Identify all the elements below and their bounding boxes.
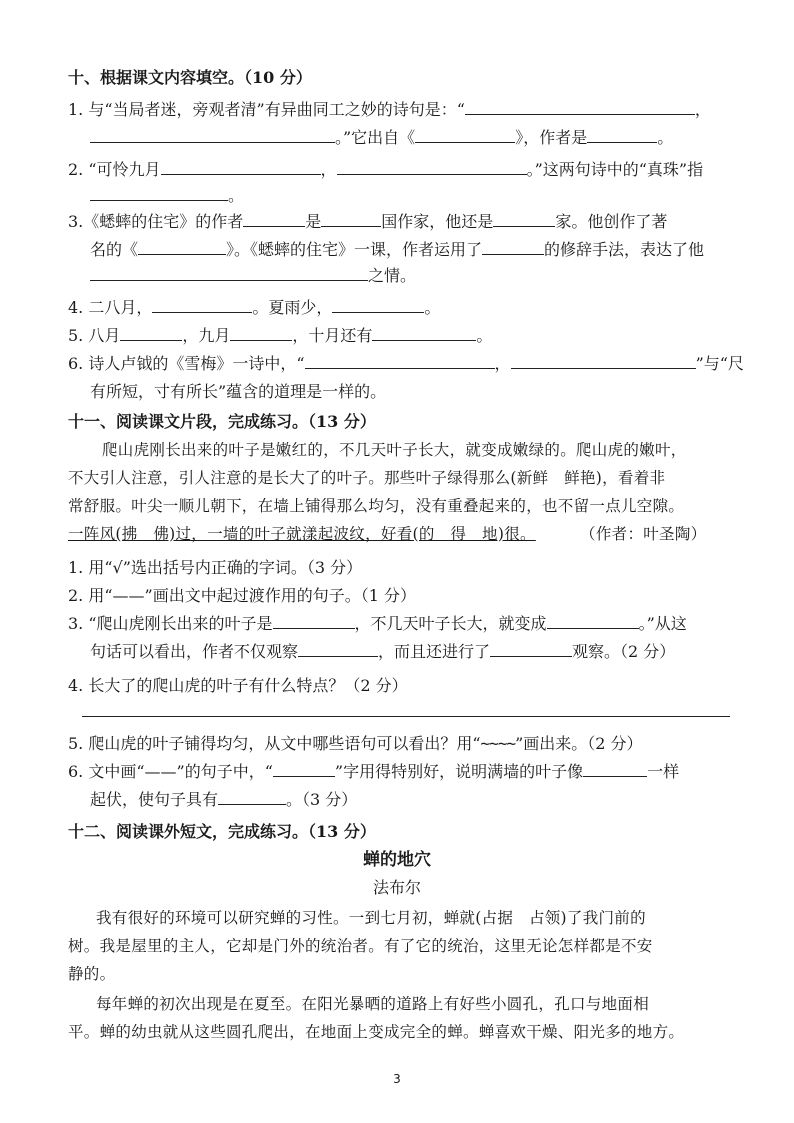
answer-blank[interactable] (305, 354, 495, 369)
answer-blank[interactable] (90, 266, 368, 281)
s10-q3-text5: 名的《 (90, 240, 139, 259)
s12-passage-line: 平。蝉的幼虫就从这些圆孔爬出，在地面上变成完全的蝉。蝉喜欢干燥、阳光多的地方。 (68, 1023, 685, 1041)
s11-q6-line2 (68, 790, 738, 810)
answer-blank[interactable] (547, 614, 639, 629)
s10-q2-comma: ， (320, 160, 337, 179)
s10-q6-line2 (68, 382, 738, 402)
s10-q3-line2 (68, 240, 738, 260)
s10-q5 (68, 326, 738, 346)
section-11-title: 十一、阅读课文片段，完成练习。（13 分） (68, 412, 376, 431)
s11-passage-text: 一阵风(拂 佛)过，一墙的叶子就漾起波纹，好看(的 得 地)很。 (68, 525, 536, 543)
s11-passage-text: 爬山虎刚长出来的叶子是嫩红的，不几天叶子长大，就变成嫩绿的。爬山虎的嫩叶， (102, 441, 687, 459)
s10-q3-text7: 的修辞手法，表达了他 (544, 240, 705, 259)
s10-q3-line3 (68, 266, 738, 286)
s10-q2-text: 2. “可怜九月 (68, 160, 161, 179)
answer-blank[interactable] (161, 160, 321, 175)
s10-q3-text3: 国作家，他还是 (381, 212, 494, 231)
s11-q6-text3: 一样 (647, 762, 680, 781)
answer-blank[interactable] (243, 212, 305, 227)
s11-q6-text5: 。（3 分） (286, 790, 358, 809)
s10-q6-comma: ， (494, 354, 511, 373)
s10-q3-text6: 》。《蟋蟀的住宅》一课，作者运用了 (226, 240, 483, 259)
s11-q3-text4: 句话可以看出，作者不仅观察 (90, 642, 299, 661)
answer-blank[interactable] (138, 240, 226, 255)
s11-q6-line1 (68, 762, 738, 782)
s10-q3-text4: 家。他创作了著 (555, 212, 668, 231)
answer-blank[interactable] (218, 790, 286, 805)
s11-q6-text2: ”字用得特别好，说明满墙的叶子像 (334, 762, 584, 781)
s10-q1-end: 。 (657, 128, 674, 147)
answer-blank[interactable] (273, 614, 355, 629)
s11-q6-text: 6. 文中画“——”的句子中，“ (68, 762, 273, 781)
answer-blank[interactable] (511, 354, 696, 369)
answer-blank[interactable] (337, 160, 527, 175)
s12-passage-line (68, 994, 738, 1014)
s10-q6-text3: 有所短，寸有所长”蕴含的道理是一样的。 (90, 382, 387, 401)
section-12-title: 十二、阅读课外短文，完成练习。（13 分） (68, 822, 376, 841)
s11-q5-text: 5. 爬山虎的叶子铺得均匀，从文中哪些语句可以看出？用“ (68, 734, 481, 753)
answer-blank[interactable] (482, 240, 544, 255)
s10-q2-line1 (68, 160, 738, 180)
s12-passage-line: 树。我是屋里的主人，它却是门外的统治者。有了它的统治，这里无论怎样都是不安 (68, 937, 653, 955)
s11-passage-line: 常舒服。叶尖一顺儿朝下，在墙上铺得那么均匀，没有重叠起来的，也不留一点儿空隙。 (68, 497, 685, 515)
s11-q3-text: 3. “爬山虎刚长出来的叶子是 (68, 614, 273, 633)
answer-blank[interactable] (583, 762, 647, 777)
s10-q1-source: 。”它出自《 (335, 128, 416, 147)
answer-blank[interactable] (273, 762, 335, 777)
s10-q4-end: 。 (424, 298, 441, 317)
s12-passage-text: 每年蝉的初次出现是在夏至。在阳光暴晒的道路上有好些小圆孔，孔口与地面相 (96, 995, 650, 1013)
answer-blank[interactable] (298, 642, 378, 657)
answer-blank[interactable] (120, 326, 182, 341)
page-number: 3 (393, 1072, 401, 1086)
s10-q3-text2: 是 (305, 212, 322, 231)
s10-q6-line1 (68, 354, 744, 374)
s10-q5-text: 5. 八月 (68, 326, 121, 345)
s11-passage-line (68, 524, 738, 544)
s11-q3-text3: 。”从这 (638, 614, 687, 633)
s11-q1: 1. 用“√”选出括号内正确的字词。（3 分） (68, 558, 363, 577)
answer-blank[interactable] (493, 212, 555, 227)
s11-passage-line: 不大引人注意，引人注意的是长大了的叶子。那些叶子绿得那么(新鲜 鲜艳)，看着非 (68, 469, 666, 487)
s12-passage-line (68, 908, 738, 928)
answer-blank[interactable] (90, 128, 335, 143)
s11-q5 (68, 734, 738, 754)
s10-q3-end: 之情。 (368, 266, 417, 285)
s11-q4: 4. 长大了的爬山虎的叶子有什么特点？（2 分） (68, 676, 408, 695)
s11-q3-text5: ，而且还进行了 (378, 642, 491, 661)
s10-q2-desc: 。”这两句诗中的“真珠”指 (526, 160, 704, 179)
answer-blank[interactable] (90, 186, 228, 201)
s11-q3-line2 (68, 642, 738, 662)
s10-q4-text2: 。夏雨少， (252, 298, 333, 317)
answer-blank[interactable] (465, 100, 695, 115)
s12-passage-line: 静的。 (68, 965, 116, 983)
s10-q1-line1 (68, 100, 738, 120)
answer-blank[interactable] (372, 326, 476, 341)
s11-q3-text2: ，不几天叶子长大，就变成 (354, 614, 547, 633)
s11-q6-text4: 起伏，使句子具有 (90, 790, 219, 809)
s10-q3-line1 (68, 212, 738, 232)
answer-blank[interactable] (332, 298, 424, 313)
article-author: 法布尔 (372, 878, 421, 897)
article-title: 蝉的地穴 (363, 850, 431, 870)
answer-blank[interactable] (490, 642, 572, 657)
s11-q3-text6: 观察。（2 分） (572, 642, 676, 661)
s12-passage-text: 我有很好的环境可以研究蝉的习性。一到七月初，蝉就(占据 占领)了我门前的 (96, 909, 646, 927)
section-10-title: 十、根据课文内容填空。（10 分） (68, 68, 312, 87)
s10-q1-line2 (68, 128, 738, 148)
s10-q4-text: 4. 二八月， (68, 298, 153, 317)
wavy-line-icon: ~~~~ (480, 734, 516, 753)
s11-q2: 2. 用“——”画出文中起过渡作用的句子。（1 分） (68, 586, 416, 605)
s10-q5-text2: ，九月 (182, 326, 231, 345)
s10-q6-text: 6. 诗人卢钺的《雪梅》一诗中，“ (68, 354, 305, 373)
s10-q1-punct: ， (694, 100, 711, 119)
s10-q2-end: 。 (228, 186, 245, 205)
s11-passage-line (68, 440, 738, 460)
s11-q4-answer-line[interactable] (82, 716, 730, 717)
s11-q5-text2: ”画出来。（2 分） (515, 734, 643, 753)
s10-q2-line2 (68, 186, 738, 206)
s10-q4 (68, 298, 738, 318)
s10-q1-text: 1. 与“当局者迷，旁观者清”有异曲同工之妙的诗句是：“ (68, 100, 465, 119)
answer-blank[interactable] (152, 298, 252, 313)
s11-q3-line1 (68, 614, 738, 634)
s10-q6-text2: ”与“尺 (695, 354, 744, 373)
s10-q3-text: 3.《蟋蟀的住宅》的作者 (68, 212, 244, 231)
answer-blank[interactable] (587, 128, 657, 143)
s10-q5-end: 。 (476, 326, 493, 345)
s10-q5-text3: ，十月还有 (292, 326, 373, 345)
s11-author: （作者：叶圣陶） (587, 525, 707, 543)
answer-blank[interactable] (415, 128, 515, 143)
answer-blank[interactable] (230, 326, 292, 341)
s10-q1-author: 》，作者是 (515, 128, 588, 147)
answer-blank[interactable] (321, 212, 381, 227)
